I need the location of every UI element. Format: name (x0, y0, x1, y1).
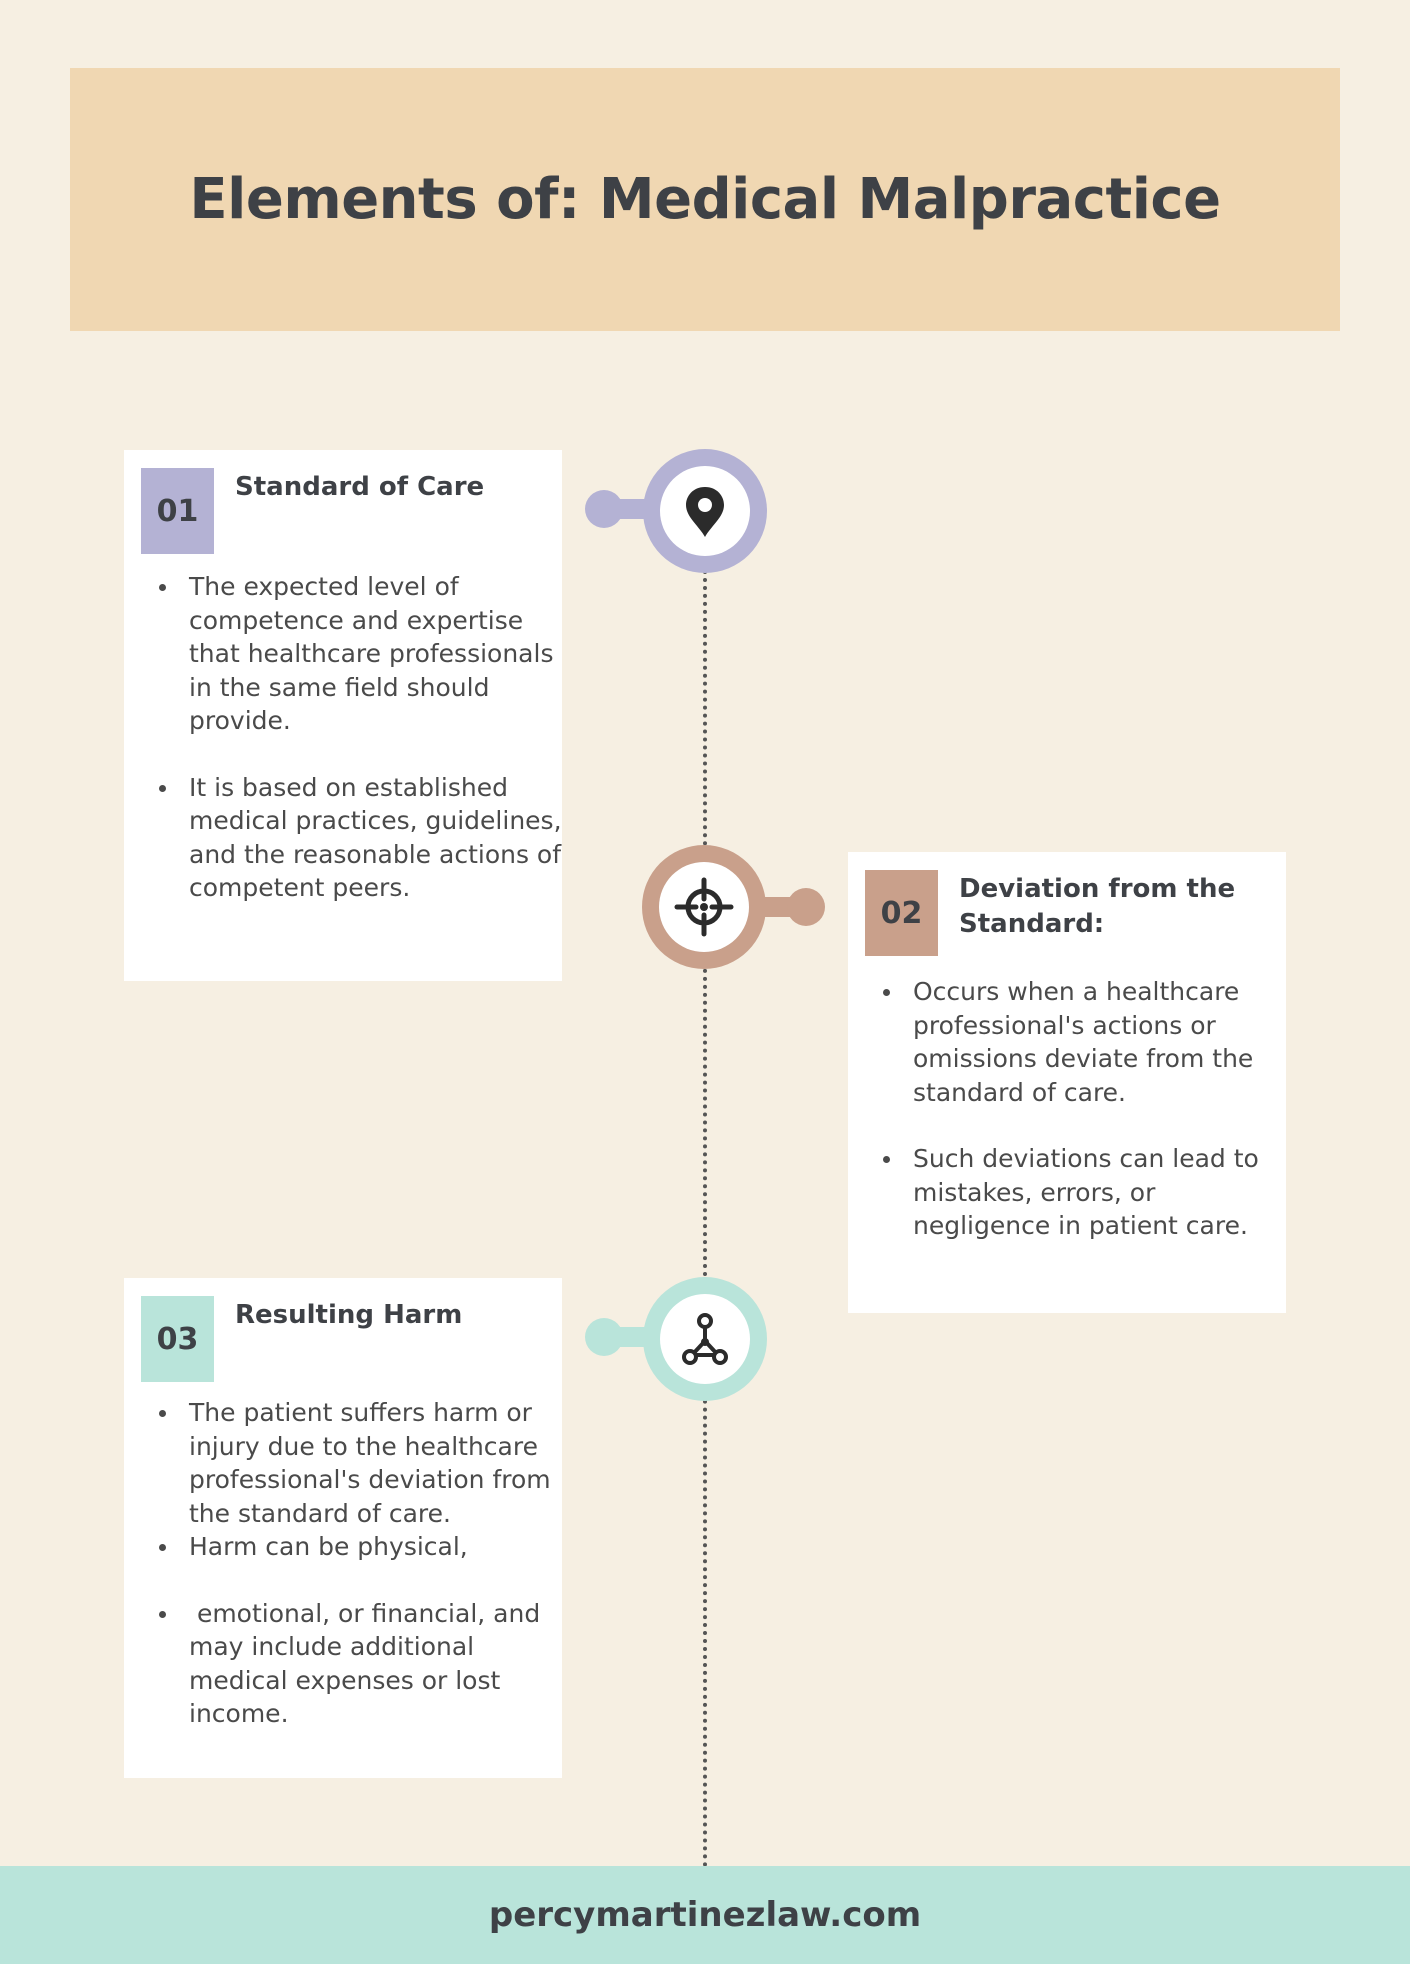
bullet-item: Occurs when a healthcare professional's actions or omissions deviate from the standard of care. (913, 975, 1286, 1109)
bullet-item: It is based on established medical practices, guidelines, and the reasonable actions of competent peers. (189, 771, 562, 905)
website-link[interactable]: percymartinezlaw.com (488, 1895, 922, 1935)
step-title: Resulting Harm (235, 1300, 463, 1330)
timeline-node-2 (640, 844, 830, 970)
bullet-item: Such deviations can lead to mistakes, errors, or negligence in patient care. (913, 1142, 1286, 1243)
page-title: Elements of: Medical Malpractice (189, 167, 1221, 232)
bullet-item: The patient suffers harm or injury due to the healthcare professional's deviation from the standard of care. (189, 1396, 562, 1530)
bullet-item: emotional, or financial, and may include additional medical expenses or lost income. (189, 1597, 562, 1731)
timeline-node-1 (580, 448, 770, 574)
title-banner (70, 68, 1340, 331)
step-bullet-list (865, 975, 1286, 1276)
timeline-line (703, 570, 707, 1868)
step-card-1 (124, 450, 562, 981)
step-bullet-list (141, 570, 562, 938)
footer-bar (0, 1866, 1410, 1964)
timeline-node-3 (580, 1276, 770, 1402)
step-number-badge: 02 (865, 870, 938, 956)
step-bullet-list (141, 1396, 562, 1764)
step-card-3 (124, 1278, 562, 1778)
step-card-2 (848, 852, 1286, 1313)
step-title: Standard of Care (235, 472, 485, 502)
step-number-badge: 03 (141, 1296, 214, 1382)
bullet-item: Harm can be physical, (189, 1530, 562, 1564)
bullet-item: The expected level of competence and expertise that healthcare professionals in the same field should provide. (189, 570, 562, 738)
step-number-badge: 01 (141, 468, 214, 554)
step-title: Deviation from the Standard: (959, 874, 1236, 939)
